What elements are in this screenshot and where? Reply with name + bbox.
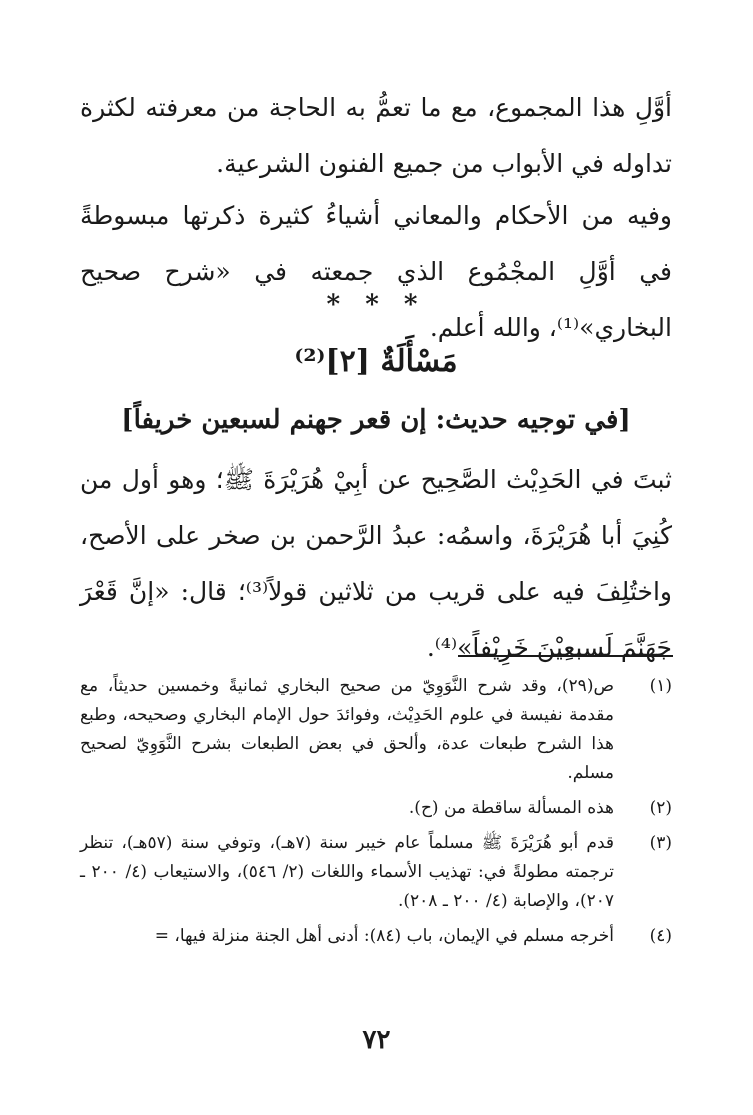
footnote-text: ص(٢٩)، وقد شرح النَّوَوِيّ من صحيح البخاري ثمانيةً وخمسين حديثاً، مع مقدمة نفيسة في علوم الحَدِيْث، وفوائدَ حول الإمام البخاري وصحيحه، وطبع هذا الشرح طبعات عدة، وألحق في بعض الطبعات بشرح النَّوَوِيّ لصحيح مسلم. — [80, 676, 614, 783]
page-number: ٧٢ — [362, 1025, 391, 1055]
footnote-number: (١) — [649, 676, 672, 696]
paragraph-text: وفيه من الأحكام والمعاني أشياءُ كثيرة ذكرتها مبسوطةً في أوَّلِ المجْمُوع الذي جمعته في «شرح صحيح البخاري»⁽¹⁾، والله أعلم. — [80, 201, 672, 342]
section-heading: مَسْأَلَةٌ [٢]⁽²⁾ — [294, 344, 458, 379]
paragraph-text: ثبتَ في الحَدِيْث الصَّحِيح عن أبِيْ هُرَيْرَةَ ﷺ؛ وهو أول من كُنِيَ أبا هُرَيْرَةَ، واسمُه: عبدُ الرَّحمن بن صخر على الأصح، واختُلِفَ فيه على قريب من ثلاثين قولاً⁽³⁾؛ قال: «إنَّ قَعْرَ جَهَنَّمَ لَسبعِيْنَ خَرِيْفاً»⁽⁴⁾. — [80, 465, 672, 662]
footnote-number: (٤) — [649, 926, 672, 946]
footnote-text: أخرجه مسلم في الإيمان، باب (٨٤): أدنى أهل الجنة منزلة فيها، = — [154, 926, 614, 946]
footnote-1 — [80, 672, 672, 788]
body-paragraph-2 — [80, 188, 672, 356]
footnote-2 — [80, 794, 672, 823]
section-subheading: [في توجيه حديث: إن قعر جهنم لسبعين خريفاً] — [121, 405, 631, 435]
footnote-text: هذه المسألة ساقطة من (ح). — [408, 798, 614, 818]
footnote-text: قدم أبو هُرَيْرَةَ ﷺ مسلماً عام خيبر سنة (٧هـ)، وتوفي سنة (٥٧هـ)، تنظر ترجمته مطولةً في: تهذيب الأسماء واللغات (٢/ ٥٤٦)، والاستيعاب (٤/ ٢٠٠ ـ ٢٠٧)، والإصابة (٤/ ٢٠٠ ـ ٢٠٨). — [80, 833, 615, 911]
footnote-divider — [458, 655, 673, 657]
paragraph-text: أوَّلِ هذا المجموع، مع ما تعمُّ به الحاجة من معرفته لكثرة تداوله في الأبواب من جميع الفنون الشرعية. — [80, 93, 672, 178]
section-separator: * * * — [326, 290, 426, 320]
footnotes — [80, 672, 672, 957]
footnote-3 — [80, 829, 672, 916]
footnote-4 — [80, 922, 672, 951]
body-paragraph-3 — [80, 452, 672, 676]
body-paragraph-1 — [80, 80, 672, 192]
footnote-number: (٣) — [649, 833, 672, 853]
footnote-number: (٢) — [649, 798, 672, 818]
